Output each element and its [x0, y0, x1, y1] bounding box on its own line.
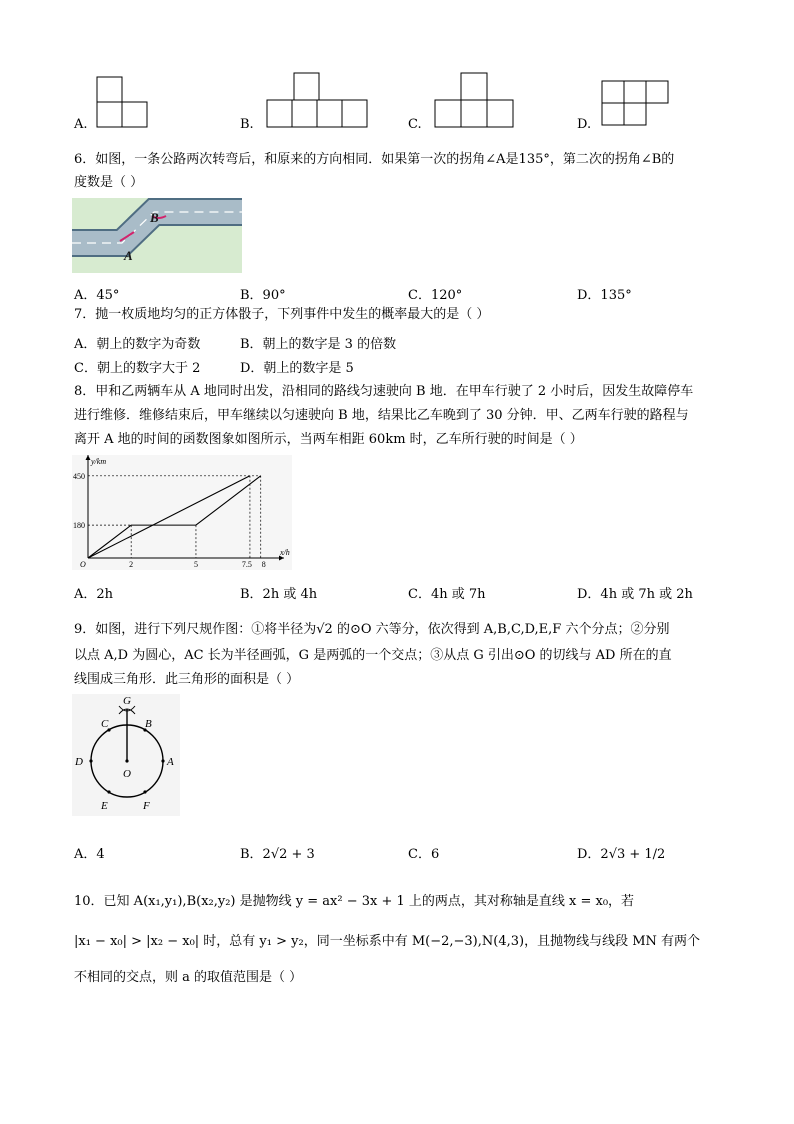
- q9-stem-line1: 9．如图，进行下列尺规作图：①将半径为√2 的⊙O 六等分，依次得到 A,B,C,D,E,F 六个分点；②分别: [74, 622, 670, 637]
- q6-option-b: B．90°: [240, 288, 286, 303]
- q8-stem-line3: 离开 A 地的时间的函数图象如图所示，当两车相距 60km 时，乙车所行驶的时间是（ ）: [74, 432, 583, 447]
- q5-option-b-figure: [266, 72, 370, 128]
- q9-option-a: A．4: [74, 847, 105, 862]
- q6-option-a: A．45°: [74, 288, 120, 303]
- point-a-label: A: [124, 248, 133, 263]
- point-d-label: D: [75, 756, 83, 768]
- q7-option-d: D．朝上的数字是 5: [240, 361, 354, 376]
- q5-option-c-label: C.: [408, 117, 422, 132]
- q9-option-c: C．6: [408, 847, 440, 862]
- q10-stem-line2: |x₁ − x₀| > |x₂ − x₀| 时，总有 y₁ > y₂，同一坐标系中有 M(−2,−3),N(4,3)，且抛物线与线段 MN 有两个: [74, 934, 701, 949]
- q5-option-a-label: A.: [74, 117, 88, 132]
- point-o-label: O: [123, 768, 131, 780]
- point-a-label: A: [167, 756, 174, 768]
- x-tick-2: 2: [129, 560, 134, 569]
- q9-stem-line2: 以点 A,D 为圆心，AC 长为半径画弧，G 是两弧的一个交点；③从点 G 引出⊙O 的切线与 AD 所在的直: [74, 648, 672, 663]
- q8-stem-line2: 进行维修．维修结束后，甲车继续以匀速驶向 B 地，结果比乙车晚到了 30 分钟．甲、乙两车行驶的路程与: [74, 408, 689, 423]
- q6-option-d: D．135°: [577, 288, 632, 303]
- q7-option-b: B．朝上的数字是 3 的倍数: [240, 337, 397, 352]
- q9-option-d: D．2√3 + 1/2: [577, 847, 666, 862]
- q5-option-a-figure: [96, 76, 148, 128]
- q5-option-c-figure: [434, 72, 516, 128]
- q6-stem-line1: 6．如图，一条公路两次转弯后，和原来的方向相同．如果第一次的拐角∠A是135°，第二次的拐角∠B的: [74, 152, 675, 167]
- q5-option-d-figure: [601, 80, 671, 130]
- q6-road-figure: [72, 198, 242, 273]
- q9-stem-line3: 线围成三角形．此三角形的面积是（ ）: [74, 672, 300, 687]
- origin-label: O: [80, 560, 86, 569]
- q7-option-a: A．朝上的数字为奇数: [74, 337, 201, 352]
- x-tick-5: 5: [193, 560, 198, 569]
- q5-option-b-label: B.: [240, 117, 254, 132]
- point-f-label: F: [143, 800, 150, 812]
- y-tick-450: 450: [73, 471, 85, 481]
- q10-stem-line1: 10．已知 A(x₁,y₁),B(x₂,y₂) 是抛物线 y = ax² − 3x + 1 上的两点，其对称轴是直线 x = x₀，若: [74, 894, 635, 909]
- x-tick-7-5: 7.5: [241, 560, 252, 569]
- point-b-label: B: [145, 718, 152, 730]
- y-axis-label: y/km: [91, 457, 107, 466]
- q7-option-c: C．朝上的数字大于 2: [74, 361, 201, 376]
- q5-option-d-label: D.: [577, 117, 592, 132]
- x-tick-8: 8: [261, 560, 266, 569]
- q8-option-d: D．4h 或 7h 或 2h: [577, 587, 693, 602]
- point-e-label: E: [101, 800, 108, 812]
- y-tick-180: 180: [73, 521, 85, 531]
- point-c-label: C: [101, 718, 109, 730]
- q6-option-c: C．120°: [408, 288, 463, 303]
- q8-stem-line1: 8．甲和乙两辆车从 A 地同时出发，沿相同的路线匀速驶向 B 地．在甲车行驶了 2 小时后，因发生故障停车: [74, 384, 694, 399]
- x-axis-label: x/h: [280, 548, 290, 557]
- q8-option-c: C．4h 或 7h: [408, 587, 486, 602]
- q8-option-b: B．2h 或 4h: [240, 587, 318, 602]
- q9-circle-figure: [72, 694, 180, 816]
- q10-stem-line3: 不相同的交点，则 a 的取值范围是（ ）: [74, 970, 303, 985]
- point-b-label: B: [150, 210, 159, 225]
- q7-stem: 7．抛一枚质地均匀的正方体骰子，下列事件中发生的概率最大的是（ ）: [74, 307, 490, 322]
- q9-option-b: B．2√2 + 3: [240, 847, 315, 862]
- point-g-label: G: [123, 695, 131, 707]
- chart-background: [72, 455, 292, 570]
- q8-option-a: A．2h: [74, 587, 114, 602]
- q6-stem-line2: 度数是（ ）: [74, 175, 144, 190]
- q8-distance-time-chart: [72, 455, 292, 570]
